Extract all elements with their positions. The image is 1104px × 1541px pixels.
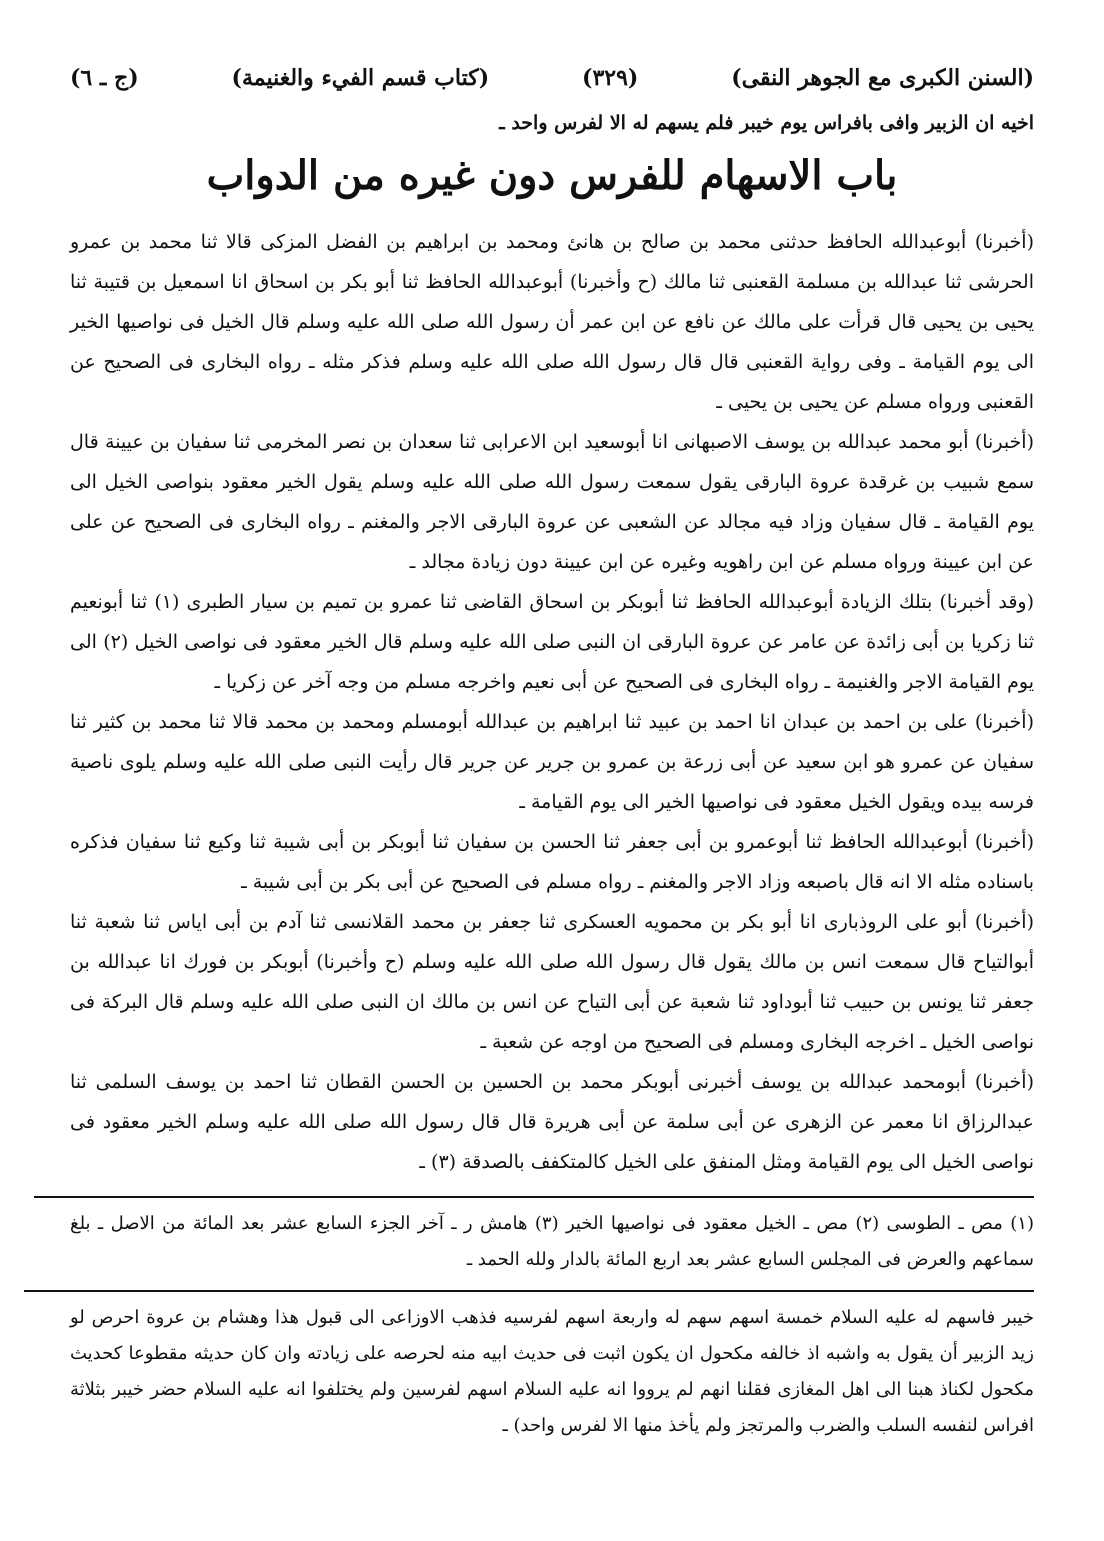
hadith-paragraph: (وقد أخبرنا) بتلك الزيادة أبوعبدالله الحافظ ثنا أبوبكر بن اسحاق القاضى ثنا عمرو بن تميم بن سيار الطبرى (١) ثنا أبونعيم ثنا زكريا بن أبى زائدة عن عامر عن عروة البارقى ان النبى صلى الله عليه وسلم قال الخير معقود فى نواصى الخيل (٢) الى يوم القيامة الاجر والغنيمة ـ رواه البخارى فى الصحيح عن أبى نعيم واخرجه مسلم من وجه آخر عن زكريا ـ bbox=[70, 591, 1034, 693]
hadith-paragraph: (أخبرنا) أبوعبدالله الحافظ ثنا أبوعمرو بن أبى جعفر ثنا الحسن بن سفيان ثنا أبوبكر بن أبى شيبة ثنا وكيع ثنا سفيان فذكره باسناده مثله الا انه قال باصبعه وزاد الاجر والمغنم ـ رواه مسلم فى الصحيح عن أبى بكر بن أبى شيبة ـ bbox=[70, 831, 1034, 893]
hadith-paragraph: (أخبرنا) أبوعبدالله الحافظ حدثنى محمد بن صالح بن هانئ ومحمد بن ابراهيم بن الفضل المزكى قالا ثنا محمد بن عمرو الحرشى ثنا عبدالله بن مسلمة القعنبى ثنا مالك (ح وأخبرنا) أبوعبدالله الحافظ ثنا أبو بكر بن اسحاق انا اسمعيل بن قتيبة ثنا يحيى بن يحيى قال قرأت على مالك عن نافع عن ابن عمر أن رسول الله صلى الله عليه وسلم قال الخيل فى نواصيها الخير الى يوم القيامة ـ وفى رواية القعنبى قال قال رسول الله صلى الله عليه وسلم فذكر مثله ـ رواه البخارى فى الصحيح عن القعنبى ورواه مسلم عن يحيى بن يحيى ـ bbox=[70, 231, 1034, 413]
commentary-divider bbox=[24, 1290, 1034, 1292]
hadith-paragraph: (أخبرنا) أبومحمد عبدالله بن يوسف أخبرنى أبوبكر محمد بن الحسين بن الحسن القطان ثنا احمد بن يوسف السلمى ثنا عبدالرزاق انا معمر عن الزهرى عن أبى سلمة عن أبى هريرة قال قال رسول الله صلى الله عليه وسلم الخير معقود فى نواصى الخيل الى يوم القيامة ومثل المنفق على الخيل كالمتكفف بالصدقة (٣) ـ bbox=[70, 1071, 1034, 1173]
hadith-paragraph: (أخبرنا) أبو على الروذبارى انا أبو بكر بن محمويه العسكرى ثنا جعفر بن محمد القلانسى ثنا آدم بن أبى اياس ثنا شعبة ثنا أبوالتياح قال سمعت انس بن مالك يقول قال رسول الله صلى الله عليه وسلم (ح وأخبرنا) أبوبكر بن فورك انا عبدالله بن جعفر ثنا يونس بن حبيب ثنا أبوداود ثنا شعبة عن أبى التياح عن انس بن مالك ان النبى صلى الله عليه وسلم قال البركة فى نواصى الخيل ـ اخرجه البخارى ومسلم فى الصحيح من اوجه عن شعبة ـ bbox=[70, 911, 1034, 1053]
chapter-title: باب الاسهام للفرس دون غيره من الدواب bbox=[206, 152, 898, 199]
hadith-paragraph: (أخبرنا) على بن احمد بن عبدان انا احمد بن عبيد ثنا ابراهيم بن عبدالله أبومسلم ومحمد بن محمد قالا ثنا محمد بن كثير ثنا سفيان عن عمرو هو ابن سعيد عن أبى زرعة بن عمرو بن جرير عن جرير قال رأيت النبى صلى الله عليه وسلم يلوى ناصية فرسه بيده ويقول الخيل معقود فى نواصيها الخير الى يوم القيامة ـ bbox=[70, 711, 1034, 813]
running-header bbox=[70, 60, 1034, 96]
chapter-name: (كتاب قسم الفيء والغنيمة) bbox=[231, 65, 490, 91]
hadith-paragraph: (أخبرنا) أبو محمد عبدالله بن يوسف الاصبهانى انا أبوسعيد ابن الاعرابى ثنا سعدان بن نصر المخرمى ثنا سفيان بن عيينة قال سمع شبيب بن غرقدة عروة البارقى يقول سمعت رسول الله صلى الله عليه وسلم يقول الخير معقود بنواصى الخيل الى يوم القيامة ـ قال سفيان وزاد فيه مجالد عن الشعبى عن عروة البارقى الاجر والمغنم ـ رواه البخارى فى الصحيح عن على عن ابن عيينة ورواه مسلم عن ابن راهويه وغيره عن ابن عيينة دون زيادة مجالد ـ bbox=[70, 431, 1034, 573]
footnote-divider bbox=[34, 1196, 1034, 1198]
book-title: (السنن الكبرى مع الجوهر النقى) bbox=[731, 65, 1034, 91]
footnotes: (١) مص ـ الطوسى (٢) مص ـ الخيل معقود فى نواصيها الخير (٣) هامش ر ـ آخر الجزء السابع عشر بعد المائة من الاصل ـ بلغ سماعهم والعرض فى المجلس السابع عشر بعد اربع المائة بالدار ولله الحمد ـ bbox=[70, 1213, 1034, 1270]
commentary-text: خيبر فاسهم له عليه السلام خمسة اسهم سهم له واربعة اسهم لفرسيه فذهب الاوزاعى الى قبول هذا وهشام بن عروة احرص لو زيد الزبير أن يقول به واشبه اذ خالفه مكحول ان يكون اثبت فى حديث ابيه منه لحرصه على زيادته وان كان حديثه مقطوعا كحديث مكحول لكناذ هبنا الى اهل المغازى فقلنا انهم لم يرووا انه عليه السلام اسهم لفرسين ولم يختلفوا انه عليه السلام حضر خيبر بثلاثة افراس لنفسه السلب والضرب والمرتجز ولم يأخذ منها الا لفرس واحد) ـ bbox=[70, 1307, 1034, 1436]
page-number: (٣٢٩) bbox=[582, 65, 639, 91]
volume-number: (ج ـ ٦) bbox=[70, 65, 139, 91]
lead-line: اخيه ان الزبير وافى بافراس يوم خيبر فلم يسهم له الا لفرس واحد ـ bbox=[499, 112, 1034, 134]
